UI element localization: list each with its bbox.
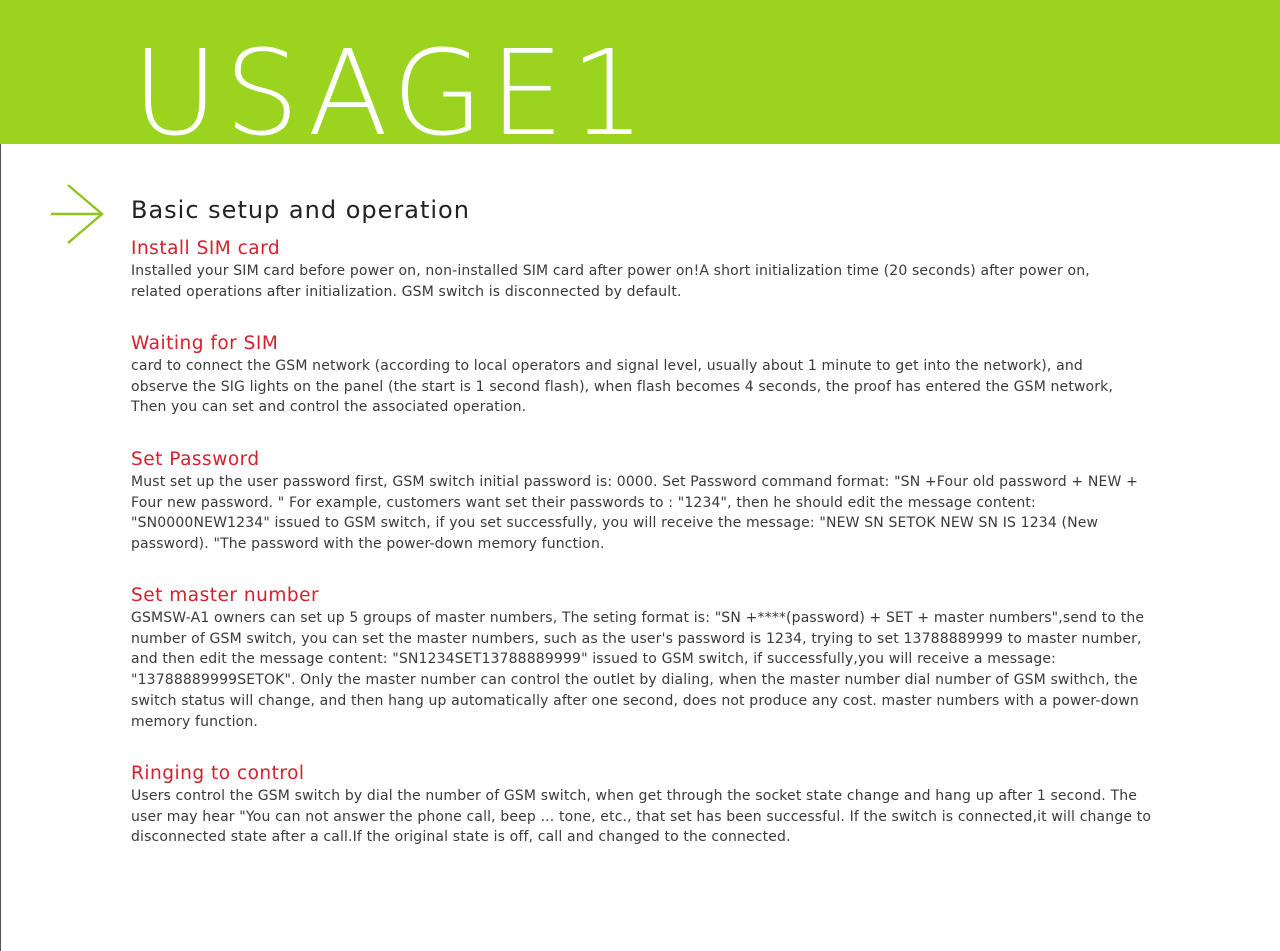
section-title: Waiting for SIM — [131, 333, 279, 354]
section-body — [131, 786, 1171, 848]
section-title: Set master number — [131, 585, 320, 606]
body-line: card to connect the GSM network (according to local operators and signal level, usually about 1 minute to get into the network), and — [131, 358, 1083, 374]
body-line: Users control the GSM switch by dial the number of GSM switch, when get through the socket state change and hang up after 1 second. The — [131, 788, 1137, 804]
section-title: Install SIM card — [131, 238, 281, 259]
body-line: switch status will change, and then hang up automatically after one second, does not produce any cost. master numbers with a power-down — [131, 692, 1139, 709]
body-line: number of GSM switch, you can set the master numbers, such as the user's password is 1234, trying to set 13788889999 to master number, — [131, 630, 1142, 647]
section-body — [131, 261, 1171, 302]
body-line: memory function. — [131, 713, 258, 730]
body-line: Must set up the user password first, GSM switch initial password is: 0000. Set Password command format: "SN +Four old password + NEW + — [131, 474, 1138, 490]
section-title: Set Password — [131, 449, 260, 470]
body-line: password). "The password with the power-down memory function. — [131, 536, 605, 553]
body-line: "SN0000NEW1234" issued to GSM switch, if you set successfully, you will receive the message: "NEW SN SETOK NEW SN IS 1234 (New — [131, 515, 1099, 532]
section-body — [131, 356, 1171, 418]
body-line: user may hear "You can not answer the phone call, beep ... tone, etc., that set has been successful. If the switch is connected,it will change to — [131, 808, 1152, 825]
section-body — [131, 608, 1171, 732]
body-line: Then you can set and control the associated operation. — [131, 399, 527, 416]
section-install-sim — [131, 237, 1171, 302]
section-body — [131, 472, 1171, 555]
body-line: "13788889999SETOK". Only the master number can control the outlet by dialing, when the master number dial number of GSM swithch, the — [131, 672, 1138, 689]
section-heading: Basic setup and operation — [131, 196, 470, 224]
left-border-line — [0, 144, 1, 951]
body-line: observe the SIG lights on the panel (the start is 1 second flash), when flash becomes 4 seconds, the proof has entered the GSM network, — [131, 378, 1114, 395]
page-title: USAGE1 — [132, 24, 652, 144]
section-set-master-number — [131, 584, 1171, 732]
section-ringing-to-control — [131, 762, 1171, 848]
arrow-right-icon — [50, 183, 106, 245]
body-line: GSMSW-A1 owners can set up 5 groups of master numbers, The seting format is: "SN +****(password) + SET + master numbers",send to the — [131, 610, 1145, 626]
body-line: Four new password. " For example, customers want set their passwords to : "1234", then he should edit the message content: — [131, 494, 1036, 511]
body-line: and then edit the message content: "SN1234SET13788889999" issued to GSM switch, if successfully,you will receive a message: — [131, 651, 1057, 668]
body-line: disconnected state after a call.If the original state is off, call and changed to the connected. — [131, 829, 791, 846]
body-line: Installed your SIM card before power on, non-installed SIM card after power on!A short initialization time (20 seconds) after power on, — [131, 263, 1090, 279]
header-banner — [0, 0, 1280, 144]
section-waiting-for-sim — [131, 332, 1171, 418]
section-set-password — [131, 448, 1171, 555]
section-title: Ringing to control — [131, 763, 305, 784]
body-line: related operations after initialization. GSM switch is disconnected by default. — [131, 283, 682, 300]
